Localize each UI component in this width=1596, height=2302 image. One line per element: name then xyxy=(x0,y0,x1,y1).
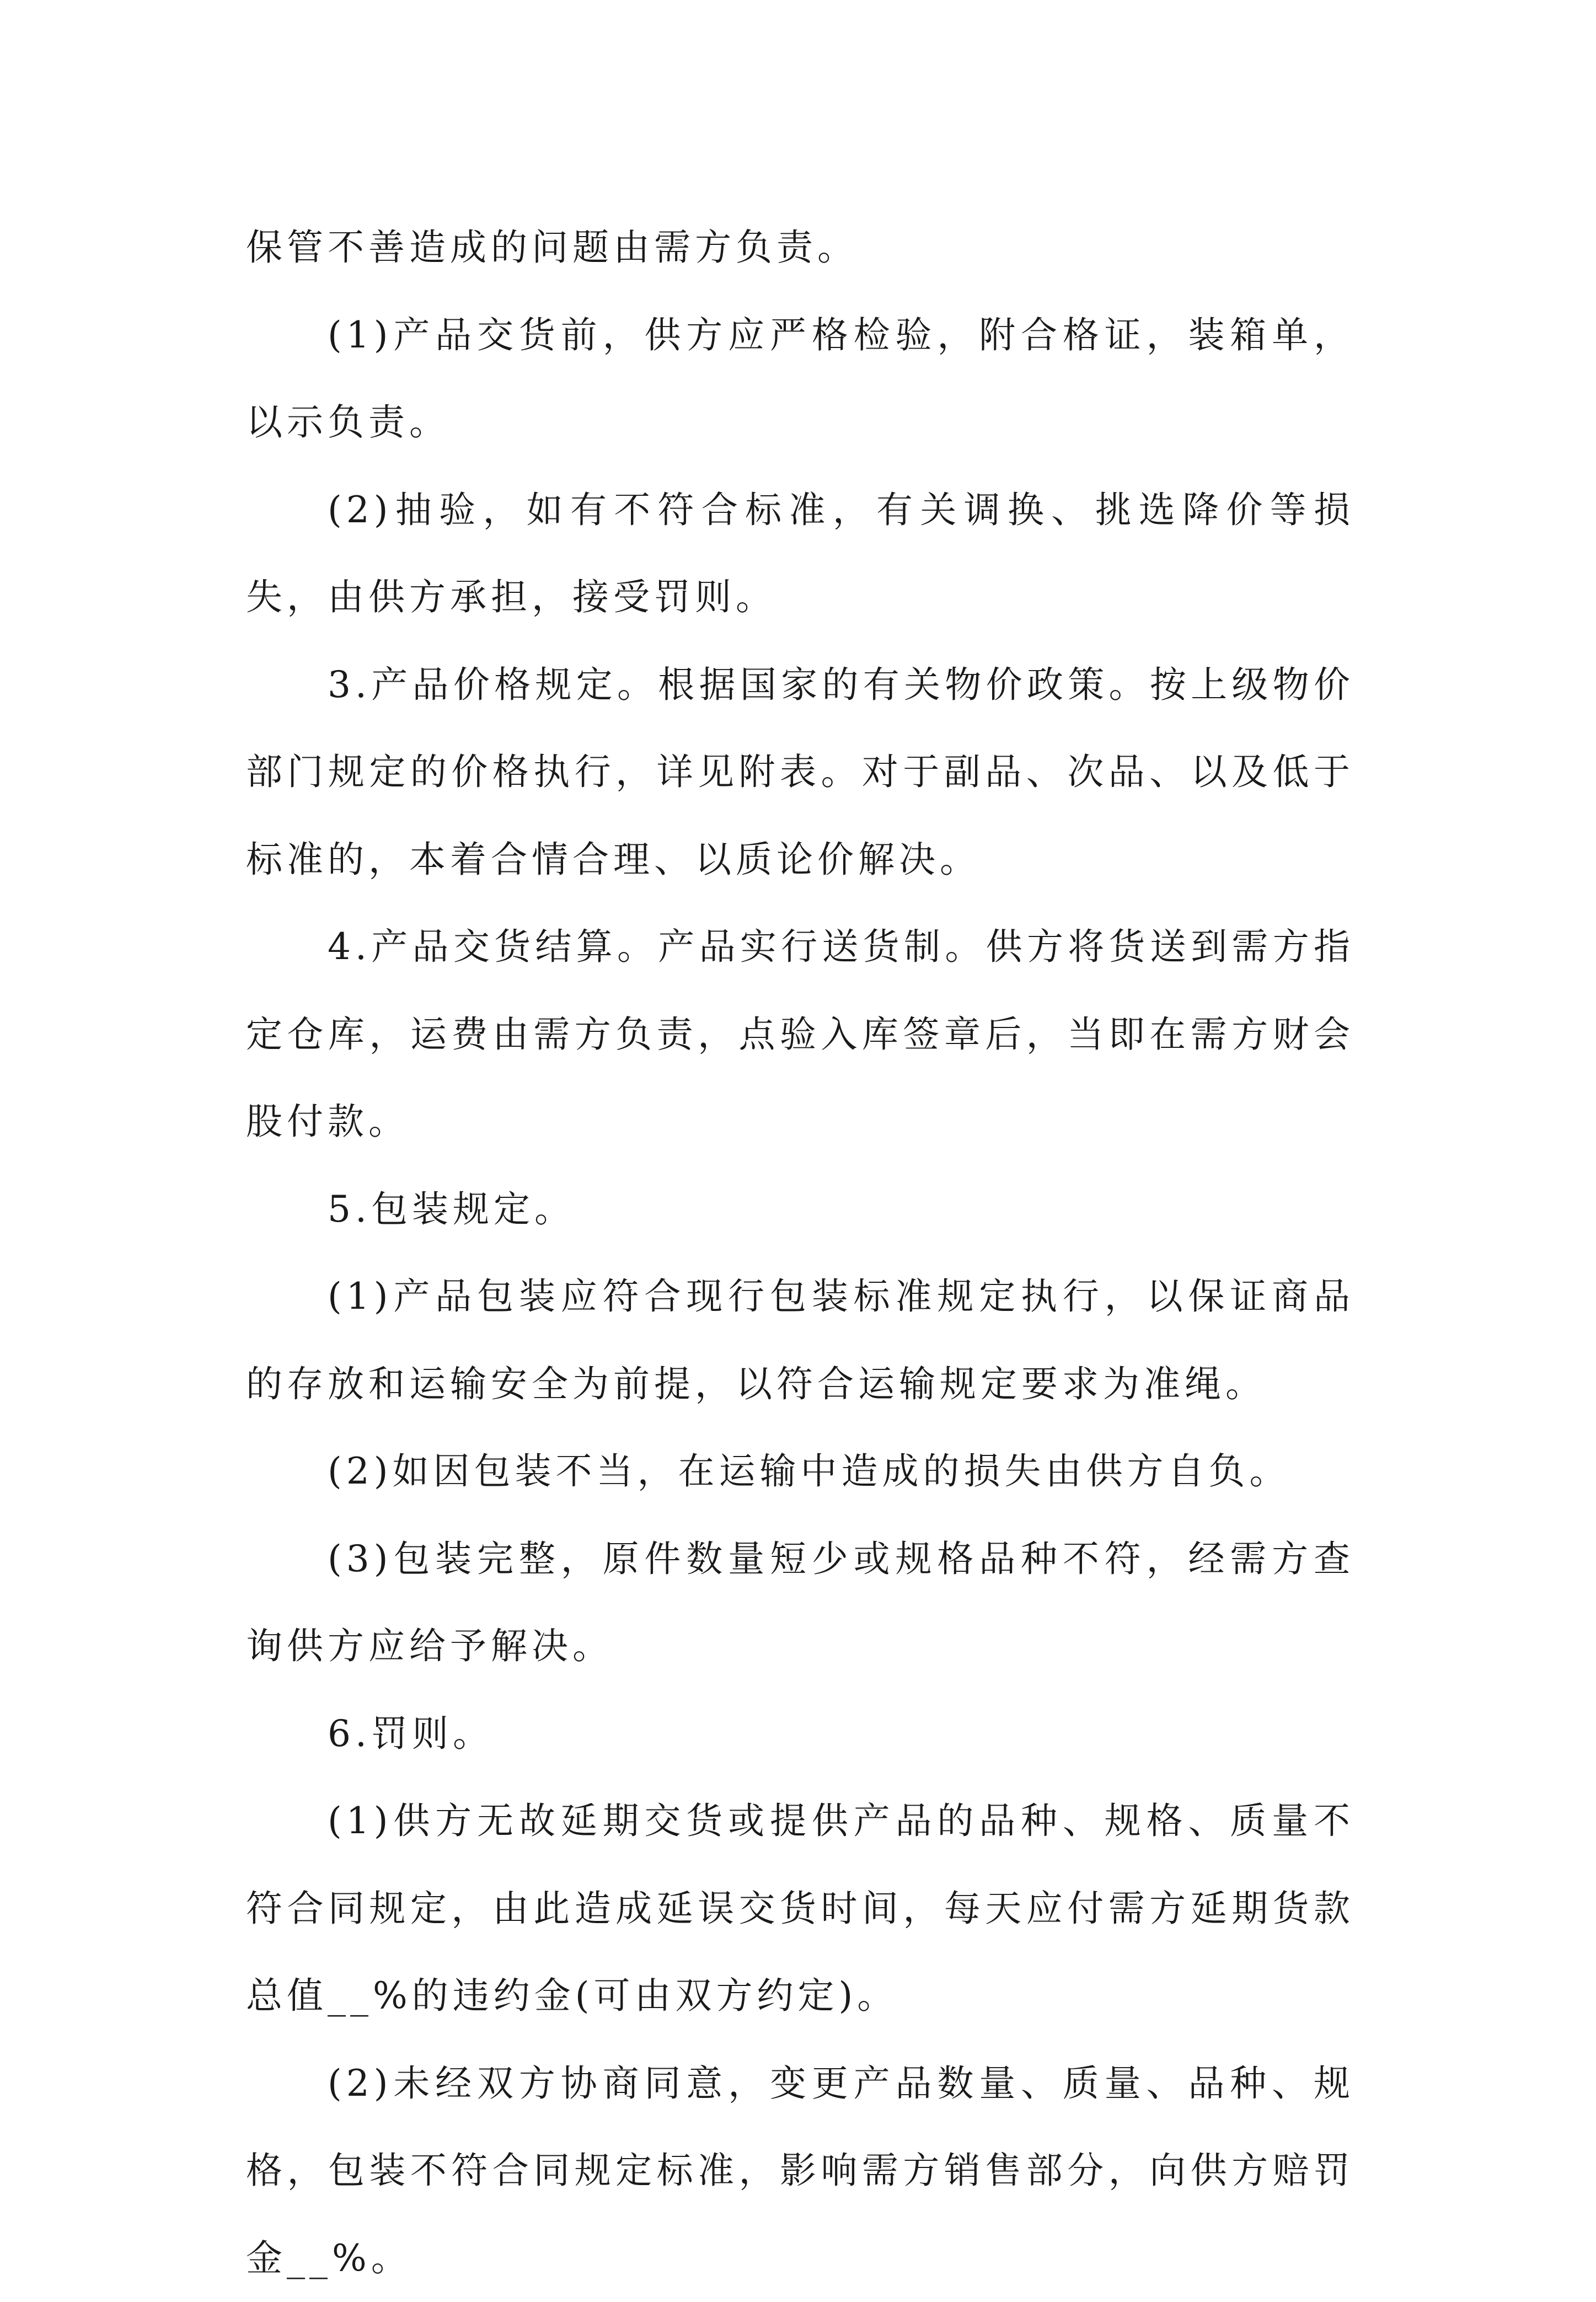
paragraph-clause-5-heading: 5.包装规定。 xyxy=(246,1166,1354,1254)
paragraph-clause-5-3: (3)包装完整，原件数量短少或规格品种不符，经需方查询供方应给予解决。 xyxy=(246,1516,1354,1690)
paragraph-clause-4: 4.产品交货结算。产品实行送货制。供方将货送到需方指定仓库，运费由需方负责，点验入库签章后，当即在需方财会股付款。 xyxy=(246,903,1354,1166)
paragraph-clause-6-2: (2)未经双方协商同意，变更产品数量、质量、品种、规格，包装不符合同规定标准，影响需方销售部分，向供方赔罚金__%。 xyxy=(246,2040,1354,2302)
paragraph-clause-2-2: (2)抽验，如有不符合标准，有关调换、挑选降价等损失，由供方承担，接受罚则。 xyxy=(246,467,1354,641)
paragraph-clause-5-1: (1)产品包装应符合现行包装标准规定执行，以保证商品的存放和运输安全为前提，以符合运输规定要求为准绳。 xyxy=(246,1253,1354,1428)
paragraph-clause-6-1: (1)供方无故延期交货或提供产品的品种、规格、质量不符合同规定，由此造成延误交货时间，每天应付需方延期货款总值__%的违约金(可由双方约定)。 xyxy=(246,1778,1354,2040)
paragraph-clause-3: 3.产品价格规定。根据国家的有关物价政策。按上级物价部门规定的价格执行，详见附表。对于副品、次品、以及低于标准的，本着合情合理、以质论价解决。 xyxy=(246,641,1354,904)
paragraph-clause-6-heading: 6.罚则。 xyxy=(246,1690,1354,1778)
paragraph-clause-5-2: (2)如因包装不当，在运输中造成的损失由供方自负。 xyxy=(246,1428,1354,1516)
paragraph-clause-2-1: (1)产品交货前，供方应严格检验，附合格证，装箱单，以示负责。 xyxy=(246,292,1354,467)
document-body xyxy=(246,204,1354,2302)
paragraph-continuation: 保管不善造成的问题由需方负责。 xyxy=(246,204,1354,292)
